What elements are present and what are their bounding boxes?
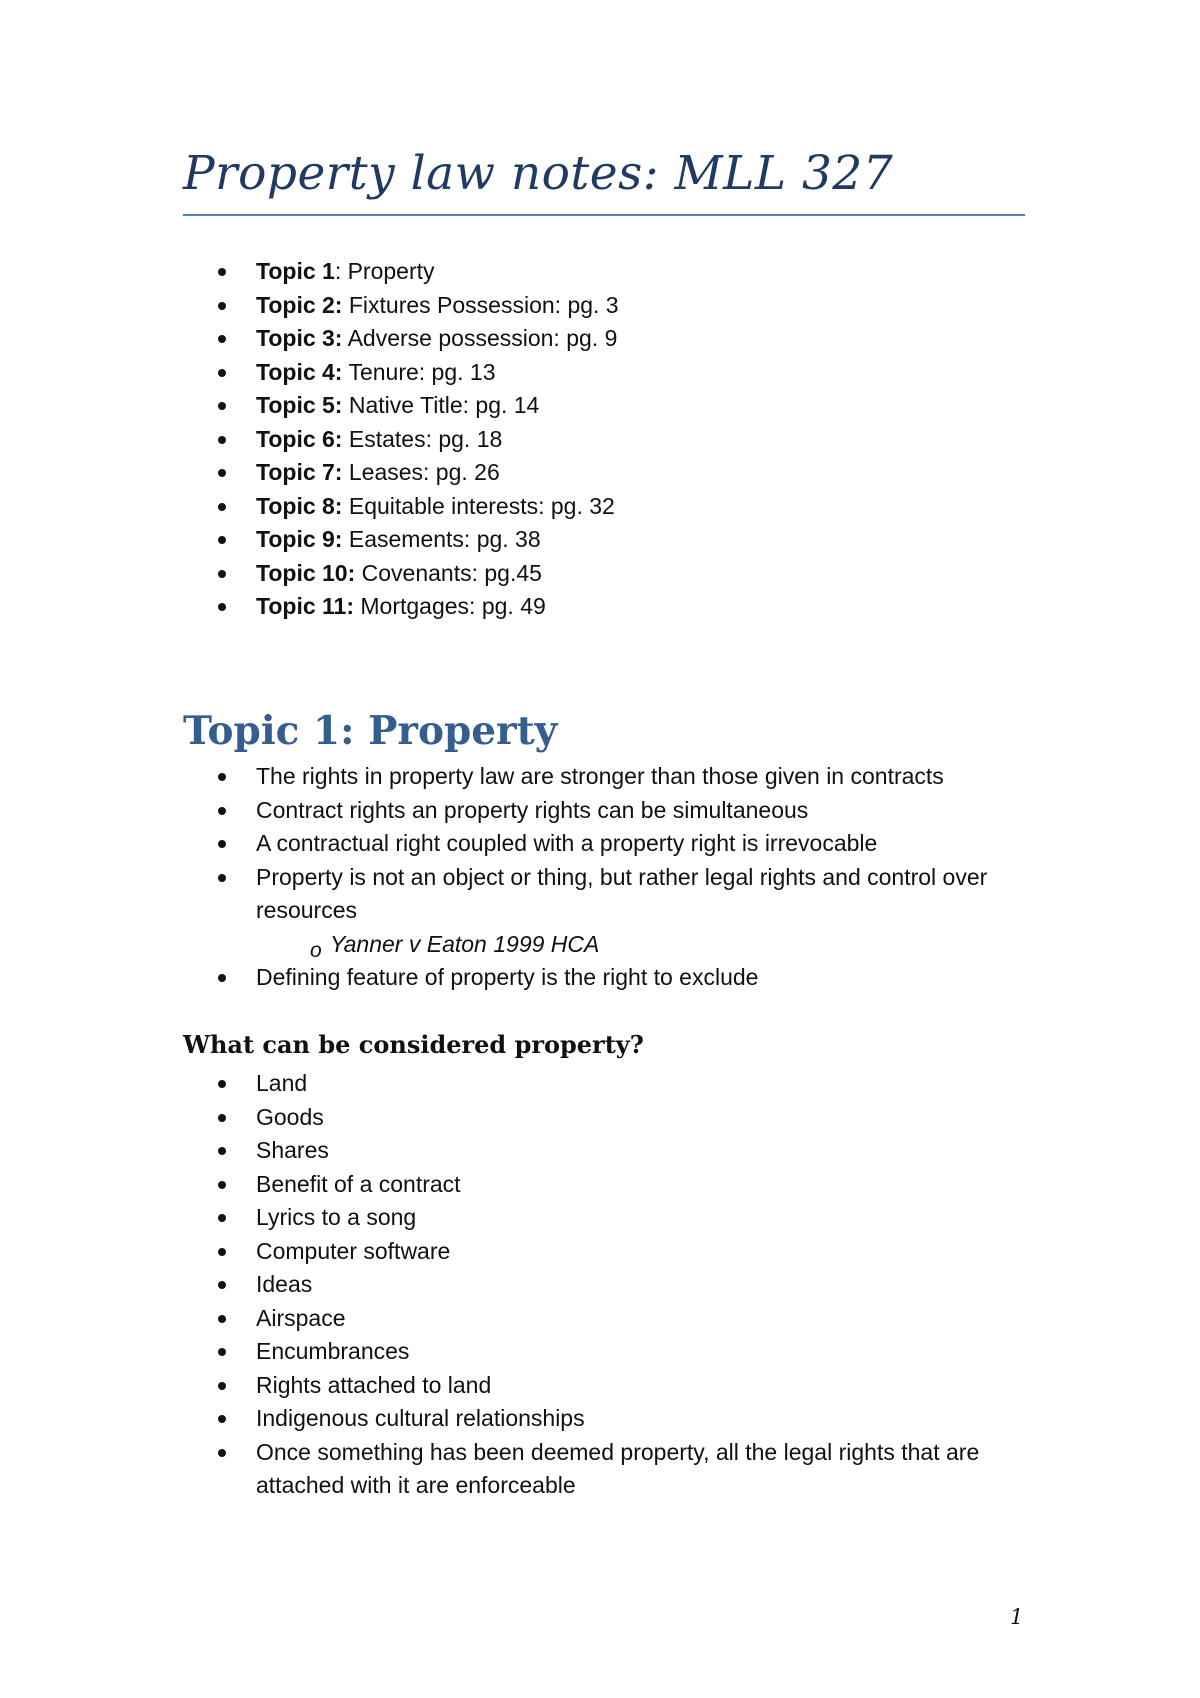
toc-topic-text: Tenure: pg. 13 [342,358,496,385]
toc-topic-label: Topic 5: [256,392,343,418]
toc-topic-text: Covenants: pg.45 [355,559,542,586]
subheading-what-can-be-property: What can be considered property? [183,1030,644,1059]
bullet-icon [218,469,226,477]
list-item-text: Airspace [256,1304,346,1331]
bullet-icon [218,570,226,578]
bullet-icon [218,1248,226,1256]
bullet-icon [218,1214,226,1222]
bullet-icon [218,335,226,343]
toc-topic-text: Native Title: pg. 14 [342,392,540,418]
toc-topic-label: Topic 11: [256,593,354,619]
bullet-icon [218,773,226,781]
toc-item [0,322,1200,356]
toc-item [0,389,1200,423]
toc-topic-text: Fixtures Possession: pg. 3 [342,291,619,318]
toc-topic-label: Topic 8: [256,492,343,519]
toc-topic-label: Topic 2: [256,291,343,318]
sub-list-item [0,928,1200,962]
toc-topic-text: Easements: pg. 38 [342,526,541,552]
toc-topic-label: Topic 6: [256,425,343,452]
bullet-icon [218,1382,226,1390]
circle-bullet-icon: o [310,938,322,962]
document-title: Property law notes: MLL 327 [183,146,894,201]
bullet-icon [218,1281,226,1289]
bullet-icon [218,302,226,310]
toc-topic-label: Topic 10: [256,559,356,586]
bullet-icon [218,603,226,611]
toc-topic-text: Adverse possession: pg. 9 [342,325,618,351]
list-item-text: Indigenous cultural relationships [256,1405,585,1431]
bullet-icon [218,402,226,410]
list-item [0,1067,1200,1101]
bullet-icon [218,369,226,377]
list-item-text: Goods [256,1103,324,1130]
toc-topic-text: Estates: pg. 18 [342,425,503,452]
toc-item [0,289,1200,323]
bullet-icon [218,436,226,444]
list-item-text: Shares [256,1137,329,1163]
toc-item [0,557,1200,591]
list-item [0,1369,1200,1403]
bullet-icon [218,1415,226,1423]
topic-1-bullet-list [0,760,1200,995]
property-types-list [0,1067,1200,1503]
bullet-icon [218,1114,226,1122]
list-item [0,861,1200,928]
list-item-text: Lyrics to a song [256,1204,417,1230]
list-item-text: Property is not an object or thing, but rather legal rights and control over resources [256,863,988,923]
bullet-icon [218,1315,226,1323]
section-heading-topic-1: Topic 1: Property [183,708,558,754]
list-item-text: The rights in property law are stronger than those given in contracts [256,763,944,789]
toc-item [0,490,1200,524]
list-item [0,1134,1200,1168]
page-number: 1 [1010,1605,1024,1629]
bullet-icon [218,840,226,848]
toc-topic-label: Topic 9: [256,526,343,552]
bullet-icon [218,268,226,276]
list-item-text: Rights attached to land [256,1371,492,1398]
list-item [0,760,1200,794]
list-item [0,1302,1200,1336]
list-item [0,1201,1200,1235]
bullet-icon [218,1080,226,1088]
toc-topic-label: Topic 3: [256,325,343,351]
list-item-text: Encumbrances [256,1338,410,1364]
toc-item [0,423,1200,457]
toc-topic-text: Equitable interests: pg. 32 [342,492,615,519]
bullet-icon [218,1147,226,1155]
bullet-icon [218,807,226,815]
list-item [0,1436,1200,1503]
list-item-text: Contract rights an property rights can be simultaneous [256,796,809,823]
list-item-text: Land [256,1070,308,1096]
bullet-icon [218,1449,226,1457]
list-item [0,961,1200,995]
toc-topic-label: Topic 1 [256,258,335,284]
toc-topic-text: Leases: pg. 26 [342,459,500,485]
case-citation: Yanner v Eaton 1999 HCA [330,930,600,957]
bullet-icon [218,1348,226,1356]
toc-topic-label: Topic 4: [256,358,343,385]
list-item [0,1235,1200,1269]
toc-item [0,590,1200,624]
list-item-text: Once something has been deemed property, all the legal rights that are attached with it are enforceable [256,1438,980,1498]
toc-topic-text: : Property [334,258,435,284]
list-item [0,794,1200,828]
bullet-icon [218,503,226,511]
list-item [0,827,1200,861]
toc-topic-label: Topic 7: [256,459,343,485]
bullet-icon [218,974,226,982]
bullet-icon [218,1181,226,1189]
toc-topic-text: Mortgages: pg. 49 [354,593,546,619]
toc-item [0,456,1200,490]
list-item [0,1335,1200,1369]
list-item-text: Benefit of a contract [256,1170,461,1197]
title-underline [183,214,1025,216]
toc-item [0,255,1200,289]
list-item-text: Computer software [256,1237,451,1264]
list-item [0,1168,1200,1202]
list-item-text: A contractual right coupled with a property right is irrevocable [256,830,878,856]
bullet-icon [218,874,226,882]
list-item-text: Ideas [256,1271,313,1297]
toc-item [0,356,1200,390]
table-of-contents [0,255,1200,624]
toc-item [0,523,1200,557]
bullet-icon [218,536,226,544]
list-item-text: Defining feature of property is the right to exclude [256,964,759,990]
list-item [0,1268,1200,1302]
list-item [0,1402,1200,1436]
list-item [0,1101,1200,1135]
